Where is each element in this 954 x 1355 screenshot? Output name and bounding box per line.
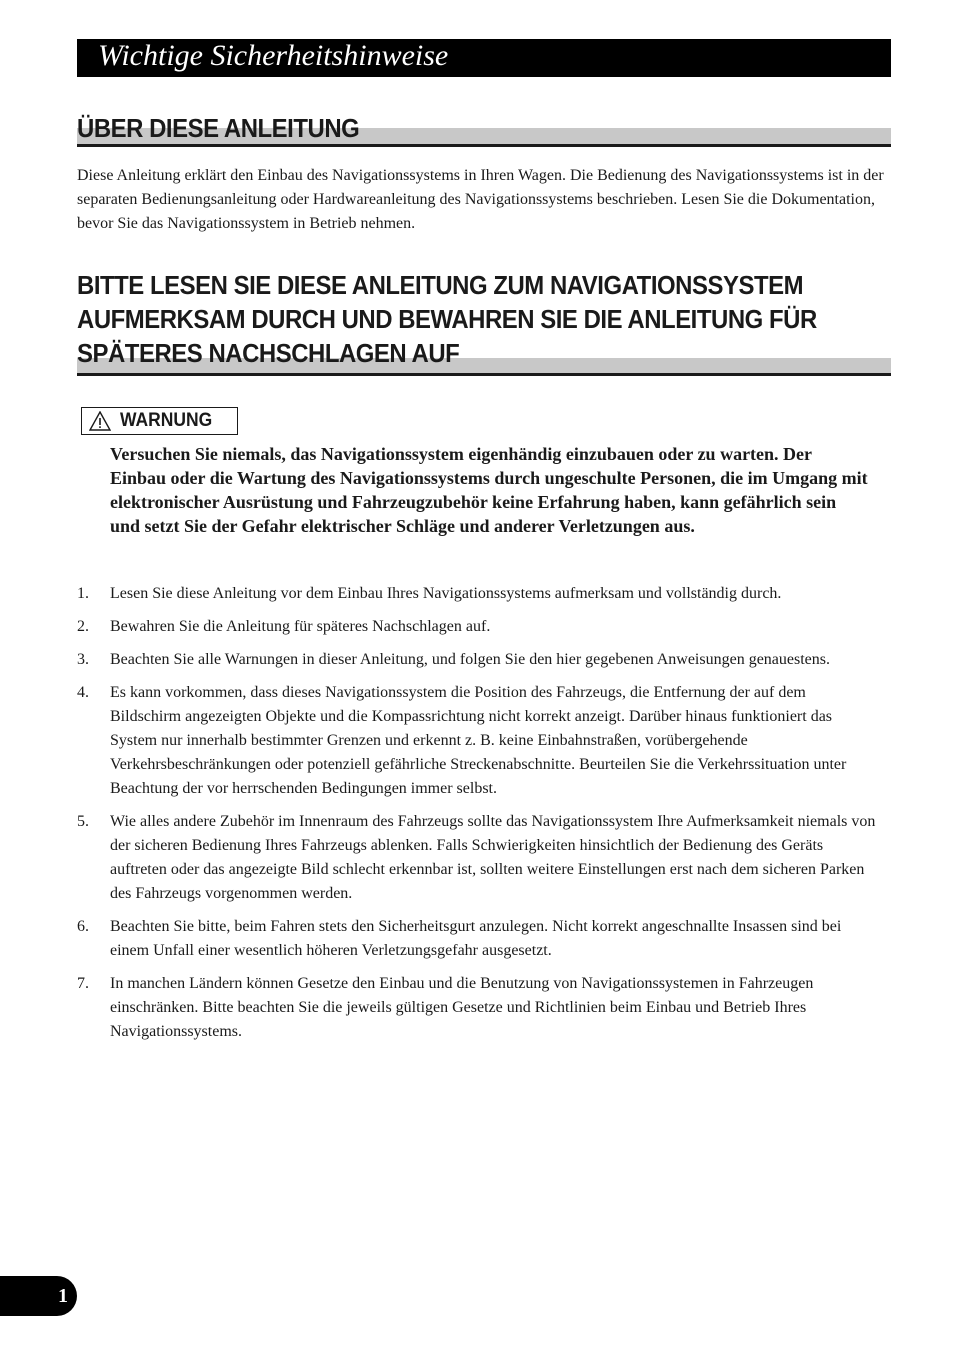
list-item-number: 5. [77,813,89,830]
chapter-title: Wichtige Sicherheitshinweise [98,39,449,72]
list-item-text: Wie alles andere Zubehör im Innenraum des Fahrzeugs sollte das Navigationssystem Ihre Aufmerksamkeit niemals von der sicheren Bedienung Ihres Fahrzeugs ablenken. Falls Schwierigkeiten hinsichtlich der Bedienung des Geräts auftreten oder das angezeigte Bild schlecht erkennbar ist, sollten weitere Einstellungen erst nach dem sicheren Parken des Fahrzeugs vorgenommen werden. [110,813,876,902]
page-number: 1 [58,1285,68,1307]
list-item-text: Beachten Sie alle Warnungen in dieser Anleitung, und folgen Sie den hier gegebenen Anweisungen genauestens. [110,651,830,668]
list-item-number: 6. [77,918,89,935]
page-number-badge [0,1276,77,1316]
list-item [77,648,877,672]
list-item [77,810,877,906]
list-item-number: 4. [77,684,89,701]
section-title-line: SPÄTERES NACHSCHLAGEN AUF [77,338,460,368]
warning-label: WARNUNG [120,410,213,431]
section-heading-about [77,111,891,147]
list-item [77,972,877,1044]
section-title [77,268,817,370]
section-title-line: AUFMERKSAM DURCH UND BEWAHREN SIE DIE ANLEITUNG FÜR [77,304,817,334]
safety-instructions-list [77,582,877,1053]
list-item-number: 7. [77,975,89,992]
list-item-text: Lesen Sie diese Anleitung vor dem Einbau Ihres Navigationssystems aufmerksam und vollständig durch. [110,585,782,602]
list-item [77,915,877,963]
section-title-line: BITTE LESEN SIE DIESE ANLEITUNG ZUM NAVIGATIONSSYSTEM [77,270,804,300]
list-item-text: Es kann vorkommen, dass dieses Navigationssystem die Position des Fahrzeugs, die Entfernung der auf dem Bildschirm angezeigten Objekte und die Kompassrichtung nicht korrekt anzeigt. Darüber hinaus funktioniert das System nur innerhalb bestimmter Grenzen und erkennt z. B. keine Einbahnstraßen, vorübergehende Verkehrsbeschränkungen oder potenziell gefährliche Streckenabschnitte. Beurteilen Sie die Verkehrssituation unter Beachtung der vor herrschenden Bedingungen immer selbst. [110,684,847,797]
section-heading-read-manual [77,268,891,376]
list-item [77,681,877,801]
heading-rule [77,373,891,376]
list-item-text: In manchen Ländern können Gesetze den Einbau und die Benutzung von Navigationssystemen in Fahrzeugen einschränken. Bitte beachten Sie die jeweils gültigen Gesetze und Richtlinien beim Einbau und Betrieb Ihres Navigationssystems. [110,975,814,1040]
list-item-text: Beachten Sie bitte, beim Fahren stets den Sicherheitsgurt anzulegen. Nicht korrekt angeschnallte Insassen sind bei einem Unfall einer wesentlich höheren Verletzungsgefahr ausgesetzt. [110,918,842,959]
list-item-number: 3. [77,651,89,668]
list-item [77,582,877,606]
chapter-title-bar [77,39,891,77]
warning-triangle-icon [89,411,111,431]
list-item-number: 1. [77,585,89,602]
warning-text: Versuchen Sie niemals, das Navigationssystem eigenhändig einzubauen oder zu warten. Der Einbau oder die Wartung des Navigationssystems durch ungeschulte Personen, die im Umgang mit elektronischer Ausrüstung und Fahrzeugzubehör keine Erfahrung haben, kann gefährlich sein und setzt Sie der Gefahr elektrischer Schläge und anderer Verletzungen aus. [110,444,868,536]
list-item [77,615,877,639]
intro-paragraph: Diese Anleitung erklärt den Einbau des Navigationssystems in Ihren Wagen. Die Bedienung des Navigationssystems ist in der separaten Bedienungsanleitung oder Hardwareanleitung des Navigationssystems beschrieben. Lesen Sie die Dokumentation, bevor Sie das Navigationssystem in Betrieb nehmen. [77,167,884,232]
section-title: ÜBER DIESE ANLEITUNG [77,113,360,143]
list-item-number: 2. [77,618,89,635]
list-item-text: Bewahren Sie die Anleitung für späteres Nachschlagen auf. [110,618,491,635]
warning-label-box [81,407,238,435]
